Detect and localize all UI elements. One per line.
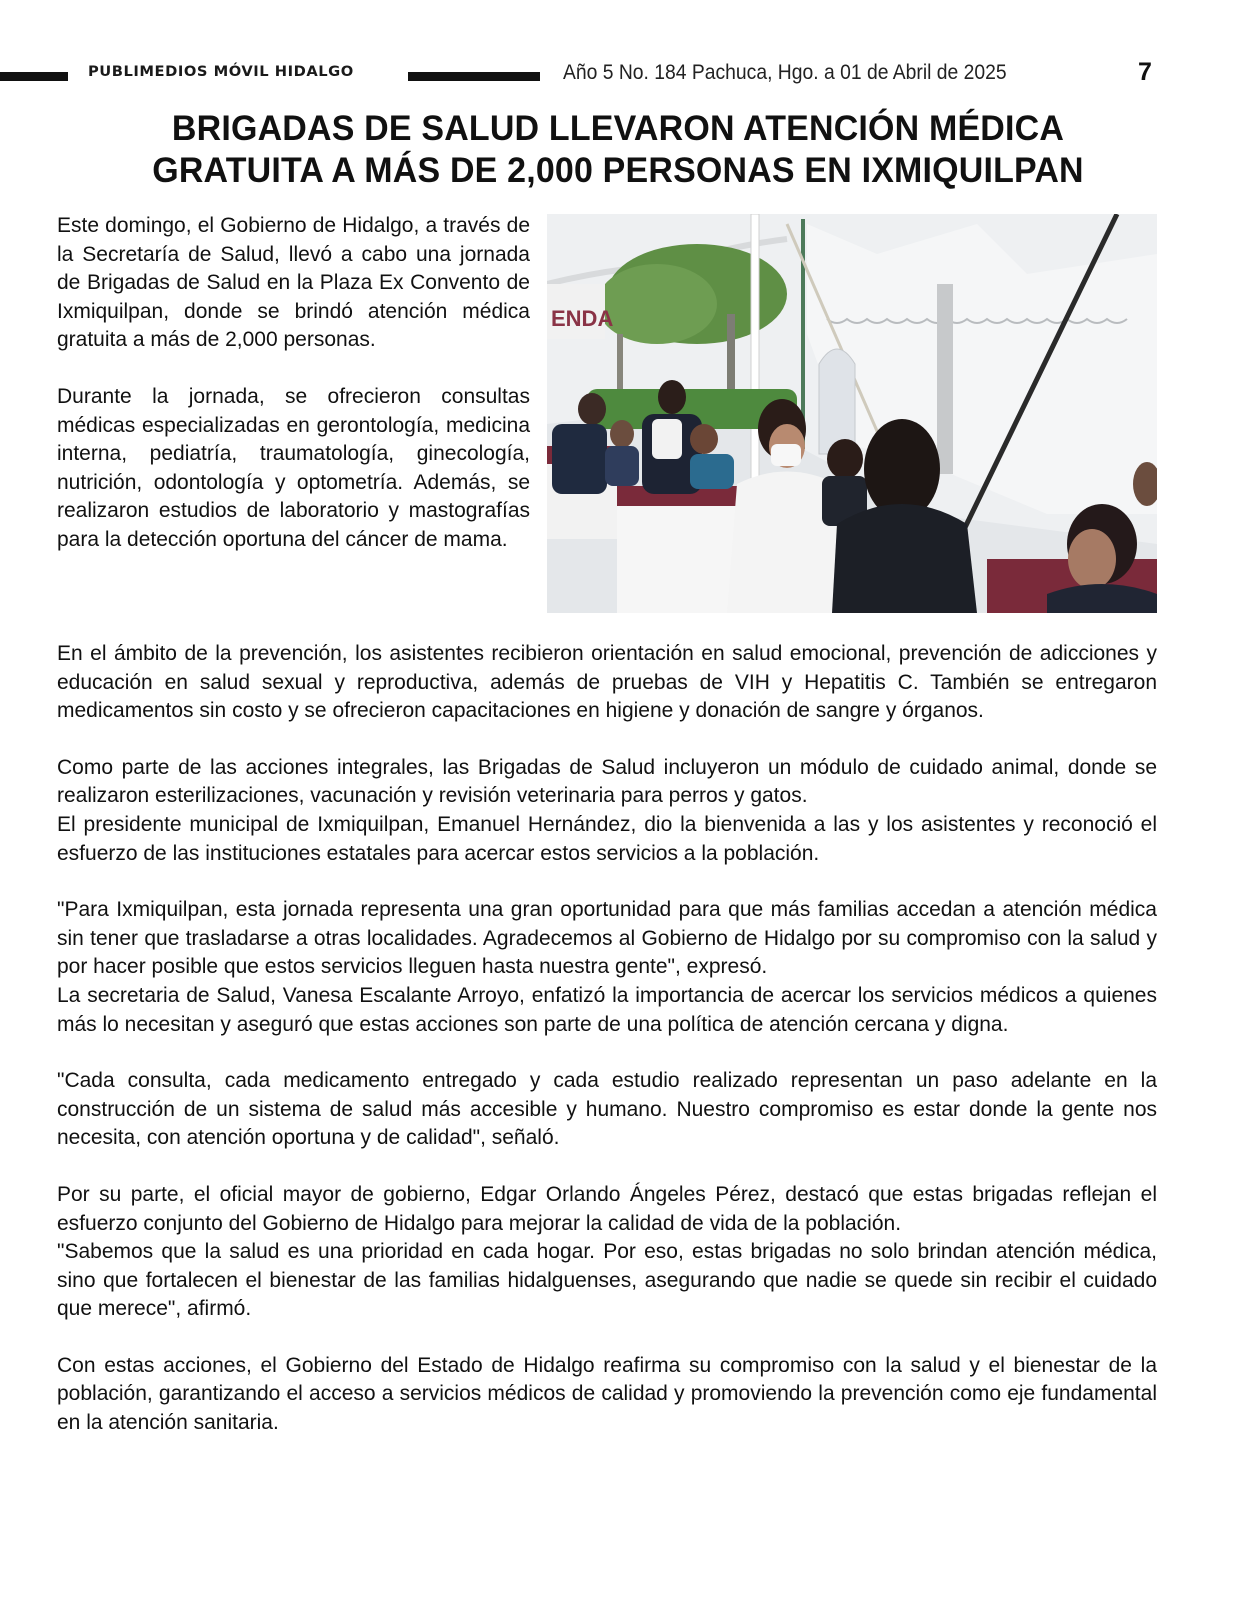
svg-text:ENDA: ENDA <box>551 306 614 331</box>
article-photo <box>547 214 1157 613</box>
body-paragraph: Por su parte, el oficial mayor de gobierno, Edgar Orlando Ángeles Pérez, destacó que estas brigadas reflejan el esfuerzo conjunto del Gobierno de Hidalgo para mejorar la calidad de vida de la población. <box>57 1182 1157 1235</box>
headline-line-1: BRIGADAS DE SALUD LLEVARON ATENCIÓN MÉDICA <box>171 109 1065 148</box>
headline-line-2: GRATUITA A MÁS DE 2,000 PERSONAS EN IXMIQUILPAN <box>152 151 1084 190</box>
lead-paragraph: Durante la jornada, se ofrecieron consultas médicas especializadas en gerontología, medicina interna, pediatría, traumatología, ginecología, nutrición, odontología y optometría. Además, se realizaron estudios de laboratorio y mastografías para la detección oportuna del cáncer de mama. <box>57 384 530 551</box>
health-brigade-photo-illustration <box>547 214 1157 613</box>
closing-paragraph: Con estas acciones, el Gobierno del Estado de Hidalgo reafirma su compromiso con la salud y el bienestar de la población, garantizando el acceso a servicios médicos de calidad y promoviendo la prevención como eje fundamental en la atención sanitaria. <box>57 1353 1157 1435</box>
issue-line: Año 5 No. 184 Pachuca, Hgo. a 01 de Abril de 2025 <box>563 61 1007 84</box>
masthead-rule-right <box>408 72 540 81</box>
publication-name: PUBLIMEDIOS MÓVIL HIDALGO <box>88 64 354 80</box>
page-number: 7 <box>1138 58 1152 86</box>
article-body <box>57 640 1157 1438</box>
body-paragraph: En el ámbito de la prevención, los asistentes recibieron orientación en salud emocional, prevención de adicciones y educación en salud sexual y reproductiva, además de pruebas de VIH y Hepatitis C. También se entregaron medicamentos sin costo y se ofrecieron capacitaciones en higiene y donación de sangre y órganos. <box>57 642 1157 723</box>
masthead <box>0 58 1236 94</box>
article-headline <box>40 108 1196 192</box>
lead-column <box>57 212 530 583</box>
quote-paragraph: "Para Ixmiquilpan, esta jornada representa una gran oportunidad para que más familias accedan a atención médica sin tener que trasladarse a otras localidades. Agradecemos al Gobierno de Hidalgo por su compromiso con la salud y por hacer posible que estos servicios lleguen hasta nuestra gente", expresó. <box>57 898 1157 979</box>
masthead-rule-left <box>0 72 68 81</box>
body-paragraph: La secretaria de Salud, Vanesa Escalante Arroyo, enfatizó la importancia de acercar los servicios médicos a quienes más lo necesitan y aseguró que estas acciones son parte de una política de atención cercana y digna. <box>57 983 1157 1036</box>
lead-paragraph: Este domingo, el Gobierno de Hidalgo, a través de la Secretaría de Salud, llevó a cabo una jornada de Brigadas de Salud en la Plaza Ex Convento de Ixmiquilpan, donde se brindó atención médica gratuita a más de 2,000 personas. <box>57 214 530 352</box>
body-paragraph: El presidente municipal de Ixmiquilpan, Emanuel Hernández, dio la bienvenida a las y los asistentes y reconoció el esfuerzo de las instituciones estatales para acercar estos servicios a la población. <box>57 812 1157 865</box>
quote-paragraph: "Cada consulta, cada medicamento entregado y cada estudio realizado representan un paso adelante en la construcción de un sistema de salud más accesible y humano. Nuestro compromiso es estar donde la gente nos necesita, con atención oportuna y de calidad", señaló. <box>57 1069 1157 1150</box>
quote-paragraph: "Sabemos que la salud es una prioridad en cada hogar. Por eso, estas brigadas no solo brindan atención médica, sino que fortalecen el bienestar de las familias hidalguenses, asegurando que nadie se quede sin recibir el cuidado que merece", afirmó. <box>57 1240 1157 1321</box>
body-paragraph: Como parte de las acciones integrales, las Brigadas de Salud incluyeron un módulo de cuidado animal, donde se realizaron esterilizaciones, vacunación y revisión veterinaria para perros y gatos. <box>57 755 1157 808</box>
